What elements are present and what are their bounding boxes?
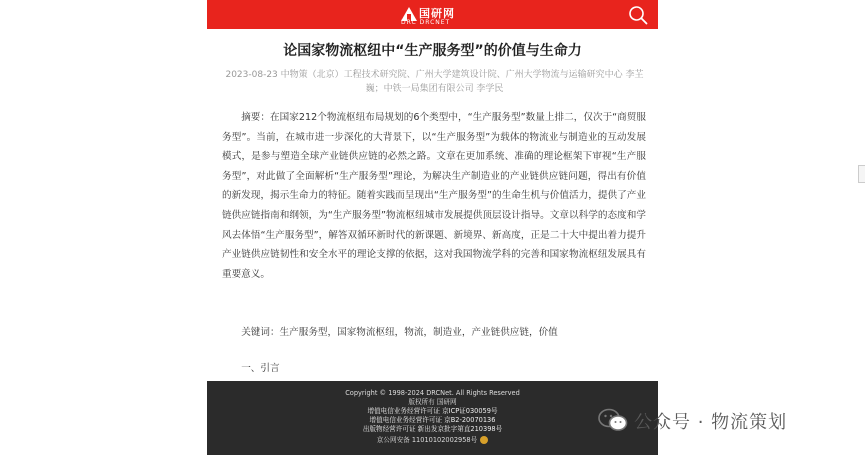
page-footer <box>207 381 658 455</box>
police-badge-icon <box>480 436 488 444</box>
footer-copyright: Copyright © 1998-2024 DRCNet. All Rights Reserved <box>345 389 520 397</box>
footer-police-row[interactable] <box>207 436 658 445</box>
article-page <box>207 0 658 455</box>
footer-license-2[interactable]: 增值电信业务经营许可证 京B2-20070136 <box>369 416 496 424</box>
watermark-text: 公众号 · 物流策划 <box>634 412 788 433</box>
side-edge-tab[interactable] <box>858 165 865 183</box>
footer-police: 京公网安备 11010102002958号 <box>376 436 478 444</box>
section-heading: 一、引言 <box>241 363 280 374</box>
article-meta: 2023-08-23 中物策（北京）工程技术研究院、广州大学建筑设计院、广州大学物流与运输研究中心 李芏巍；中铁一局集团有限公司 李学民 <box>225 70 644 94</box>
footer-license-1[interactable]: 增值电信业务经营许可证 京ICP证030059号 <box>367 407 498 415</box>
logo-text-cn: 国研网 <box>419 7 455 20</box>
article-abstract: 摘要：在国家212个物流枢纽布局规划的6个类型中，“生产服务型”数量上排二，仅次于“商贸服务型”。当前，在城市进一步深化的大背景下，以“生产服务型”为载体的物流业与制造业的互动发展模式，是参与塑造全球产业链供应链的必然之路。文章在更加系统、准确的理论框架下审视“生产服务型”，对此做了全面解析“生产服务型”理论，为解决生产制造业的产业链供应链问题，得出有价值的新发现，揭示生命力的特征。随着实践而呈现出“生产服务型”的生命生机与价值活力，提供了产业链供应链指南和纲领，为“生产服务型”物流枢纽城市发展提供顶层设计指导。文章以科学的态度和学风去体悟“生产服务型”，解答双循环新时代的新课题、新境界、新高度，正是二十大中提出着力提升产业链供应链韧性和安全水平的理论支撑的依据，这对我国物流学科的完善和国家物流枢纽发展具有重要意义。 <box>222 112 646 280</box>
footer-owner: 版权所有 国研网 <box>408 398 457 406</box>
search-icon[interactable] <box>628 5 648 25</box>
article-title: 论国家物流枢纽中“生产服务型”的价值与生命力 <box>283 43 582 59</box>
site-logo[interactable] <box>401 4 471 26</box>
top-header-bar <box>207 0 658 29</box>
footer-license-3[interactable]: 出版物经营许可证 新出发京批字第直210398号 <box>362 425 503 433</box>
wechat-icon <box>598 408 628 432</box>
logo-text-en: DRC DRCNET <box>401 19 451 26</box>
article-keywords: 关键词：生产服务型，国家物流枢纽，物流，制造业，产业链供应链，价值 <box>241 327 558 338</box>
